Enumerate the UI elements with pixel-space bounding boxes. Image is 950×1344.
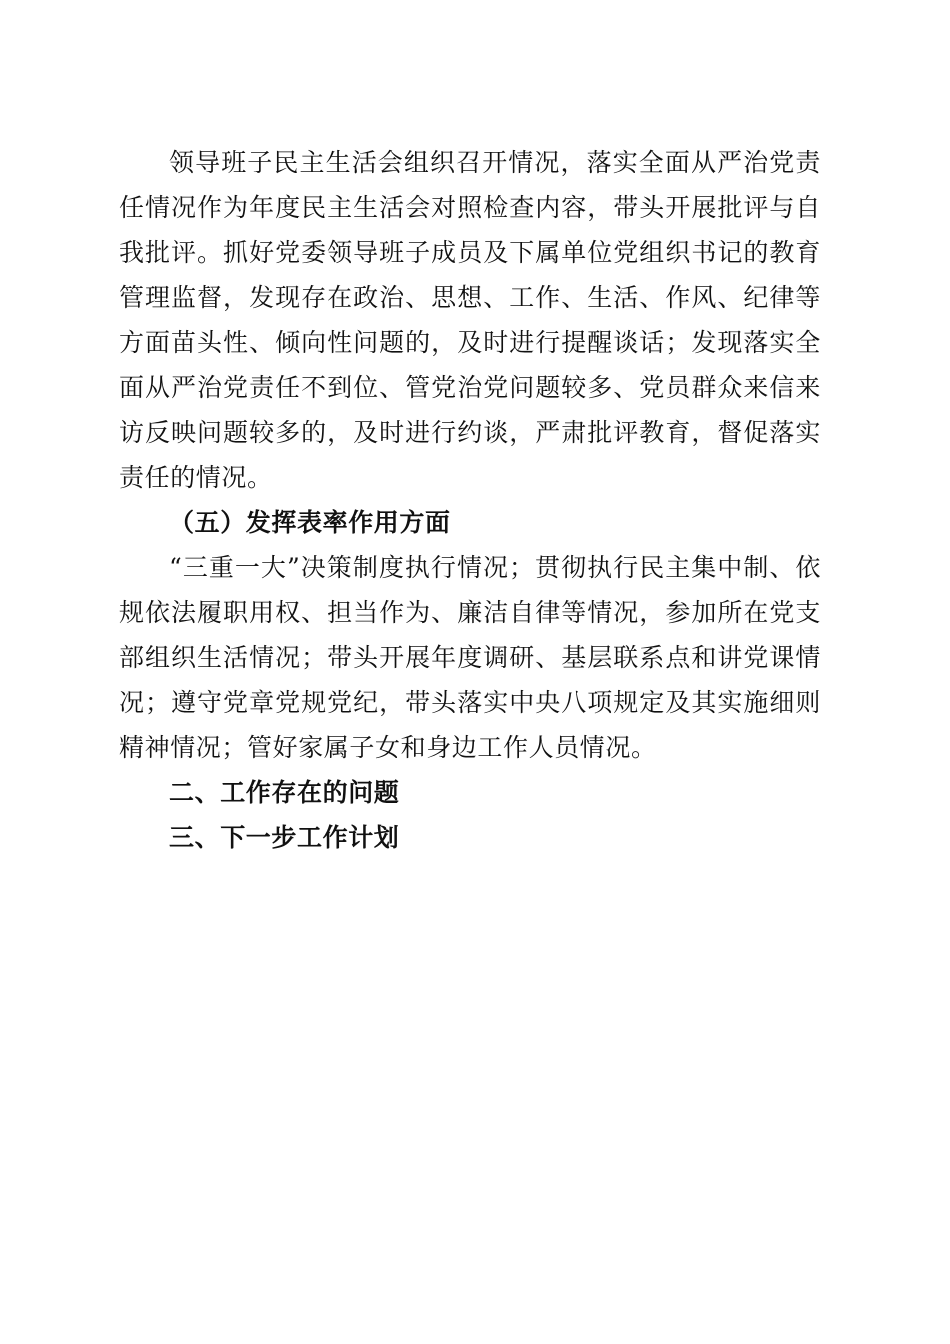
document-body xyxy=(119,140,821,860)
heading-existing-problems: 二、工作存在的问题 xyxy=(169,778,400,807)
subheading-exemplary-role: （五）发挥表率作用方面 xyxy=(169,508,451,537)
heading-next-plan: 三、下一步工作计划 xyxy=(169,823,400,852)
paragraph-leadership-meeting: 领导班子民主生活会组织召开情况，落实全面从严治党责任情况作为年度民主生活会对照检查内容，带头开展批评与自我批评。抓好党委领导班子成员及下属单位党组织书记的教育管理监督，发现存在政治、思想、工作、生活、作风、纪律等方面苗头性、倾向性问题的，及时进行提醒谈话；发现落实全面从严治党责任不到位、管党治党问题较多、党员群众来信来访反映问题较多的，及时进行约谈，严肃批评教育，督促落实责任的情况。 xyxy=(119,148,821,492)
paragraph-decision-system: “三重一大”决策制度执行情况；贯彻执行民主集中制、依规依法履职用权、担当作为、廉洁自律等情况，参加所在党支部组织生活情况；带头开展年度调研、基层联系点和讲党课情况；遵守党章党规党纪，带头落实中央八项规定及其实施细则精神情况；管好家属子女和身边工作人员情况。 xyxy=(119,553,821,762)
